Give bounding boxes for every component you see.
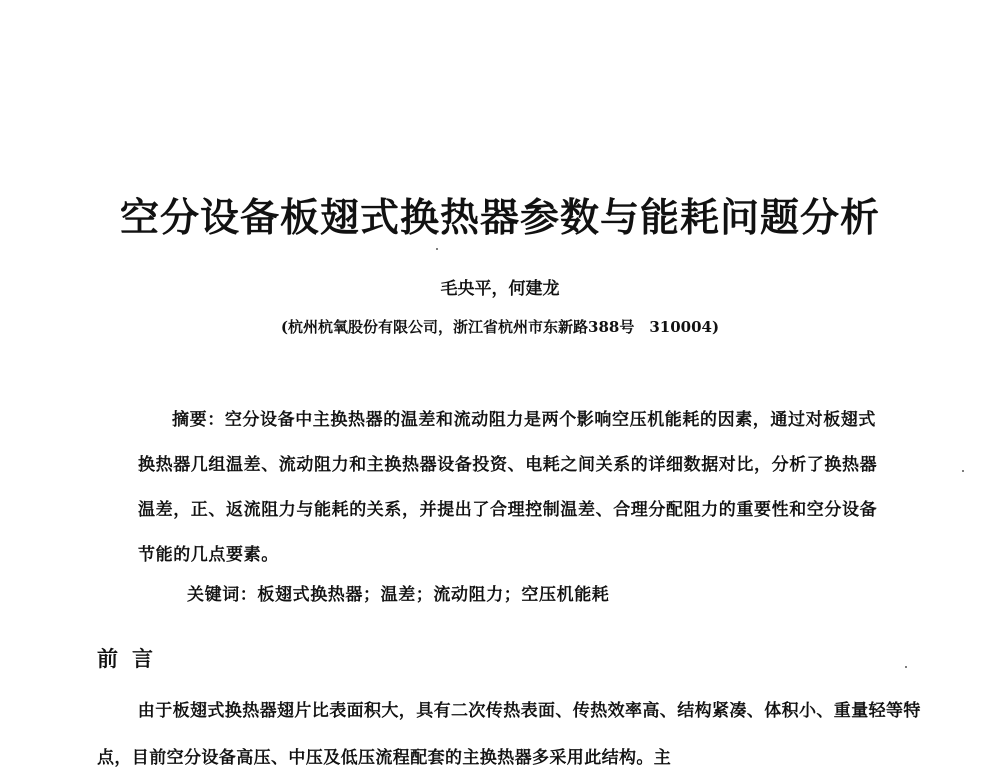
abstract-text: 空分设备中主换热器的温差和流动阻力是两个影响空压机能耗的因素，通过对板翅式换热器几组温差、流动阻力和主换热器设备投资、电耗之间关系的详细数据对比，分析了换热器温差，正、返流阻力与能耗的关系，并提出了合理控制温差、合理分配阻力的重要性和空分设备节能的几点要素。 [138, 410, 878, 565]
abstract-paragraph [138, 398, 878, 578]
intro-paragraph: 由于板翅式换热器翅片比表面积大，具有二次传热表面、传热效率高、结构紧凑、体积小、重量轻等特点，目前空分设备高压、中压及低压流程配套的主换热器多采用此结构。主 [97, 701, 921, 768]
abstract-label: 摘要： [172, 410, 225, 430]
scan-speck [962, 470, 964, 472]
scan-speck [436, 248, 438, 250]
keywords-label: 关键词： [187, 585, 258, 605]
intro-block [97, 688, 927, 782]
abstract-block [138, 398, 878, 578]
paper-title: 空分设备板翅式换热器参数与能耗问题分析 [119, 195, 880, 241]
keywords-line [187, 580, 609, 605]
paper-authors: 毛央平，何建龙 [440, 279, 560, 299]
scan-speck [905, 666, 907, 668]
paper-affiliation: (杭州杭氧股份有限公司，浙江省杭州市东新路388号 310004) [280, 318, 720, 336]
section-heading-preface: 前言 [97, 646, 167, 671]
keywords-text: 板翅式换热器；温差；流动阻力；空压机能耗 [257, 585, 610, 605]
